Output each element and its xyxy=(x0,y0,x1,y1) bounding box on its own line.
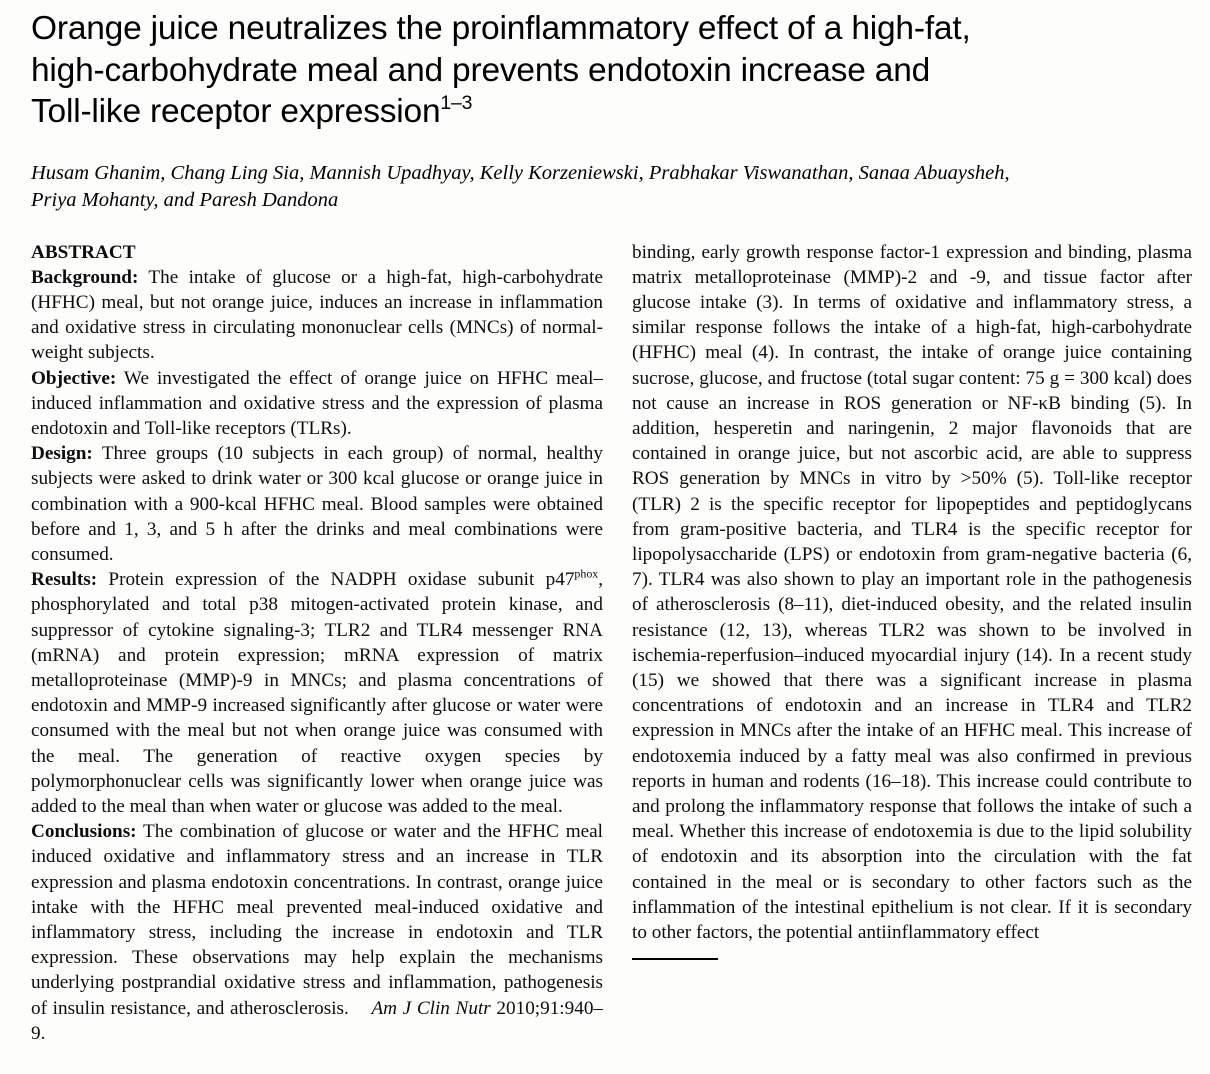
conclusions-text: The combination of glucose or water and the HFHC meal induced oxidative and inflammatory stress and an increase in TLR expression and plasma endotoxin concentrations. In contrast, orange juice intake with the HFHC meal prevented meal-induced oxidative and inflammatory stress, including the increase in endotoxin and TLR expression. These observations may help explain the mechanisms underlying postprandial oxidative stress and inflammation, pathogenesis of insulin resistance, and atherosclerosis. xyxy=(31,821,603,1019)
background-label: Background: xyxy=(31,266,139,288)
abstract-design-paragraph xyxy=(31,441,603,567)
results-text-after-superscript: , phosphorylated and total p38 mitogen-activated protein kinase, and suppressor of cytokine signaling-3; TLR2 and TLR4 messenger RNA (mRNA) and protein expression; mRNA expression of matrix metalloproteinase (MMP)-9 in MNCs; and plasma concentrations of endotoxin and MMP-9 increased significantly after glucose or water were consumed with the meal but not when orange juice was consumed with the meal. The generation of reactive oxygen species by polymorphonuclear cells was significantly lower when orange juice was added to the meal than when water or glucose was added to the meal. xyxy=(31,569,603,817)
abstract-results-paragraph xyxy=(31,567,603,819)
title-line-2: high-carbohydrate meal and prevents endotoxin increase and xyxy=(31,51,931,89)
objective-label: Objective: xyxy=(31,367,117,389)
abstract-background-paragraph xyxy=(31,265,603,366)
results-text-before-superscript: Protein expression of the NADPH oxidase subunit p47 xyxy=(108,569,575,591)
abstract-conclusions-paragraph xyxy=(31,819,603,1046)
author-list xyxy=(31,160,1192,215)
introduction-paragraph: binding, early growth response factor-1 expression and binding, plasma matrix metalloproteinase (MMP)-2 and -9, and tissue factor after glucose intake (3). In terms of oxidative and inflammatory stress, a similar response follows the intake of a high-fat, high-carbohydrate (HFHC) meal (4). In contrast, the intake of orange juice containing sucrose, glucose, and fructose (total sugar content: 75 g = 300 kcal) does not cause an increase in ROS generation or NF-κB binding (5). In addition, hesperetin and naringenin, 2 major flavonoids that are contained in orange juice, but not ascorbic acid, are able to suppress ROS generation by MNCs in vitro by >50% (5). Toll-like receptor (TLR) 2 is the specific receptor for lipopeptides and peptidoglycans from gram-positive bacteria, and TLR4 is the specific receptor for lipopolysaccharide (LPS) or endotoxin from gram-negative bacteria (6, 7). TLR4 was also shown to play an important role in the pathogenesis of atherosclerosis (8–11), diet-induced obesity, and the related insulin resistance (12, 13), whereas TLR2 was shown to be involved in ischemia-reperfusion–induced myocardial injury (14). In a recent study (15) we showed that there was a significant increase in plasma concentrations of endotoxin and an increase in TLR4 and TLR2 expression in MNCs after the intake of an HFHC meal. This increase of endotoxemia induced by a fatty meal was also confirmed in previous reports in human and rodents (16–18). This increase could contribute to and prolong the inflammatory response that follows the intake of such a meal. Whether this increase of endotoxemia is due to the lipid solubility of endotoxin and its absorption into the circulation with the fat contained in the meal or is secondary to other factors such as the inflammation of the intestinal epithelium is not clear. If it is secondary to other factors, the potential antiinflammatory effect xyxy=(632,241,1192,943)
author-list-line-2: Priya Mohanty, and Paresh Dandona xyxy=(31,189,339,211)
author-list-line-1: Husam Ghanim, Chang Ling Sia, Mannish Upadhyay, Kelly Korzeniewski, Prabhakar Viswanathan, Sanaa Abuaysheh, xyxy=(31,161,1010,184)
background-text: The intake of glucose or a high-fat, high-carbohydrate (HFHC) meal, but not orange juice, induces an increase in inflammation and oxidative stress in circulating mononuclear cells (MNCs) of normal-weight subjects. xyxy=(31,266,603,364)
journal-citation: 2010;91:940–9. xyxy=(31,997,604,1044)
abstract-heading: ABSTRACT xyxy=(31,241,136,263)
results-phox-superscript: phox xyxy=(574,566,599,581)
footnote-divider xyxy=(632,958,718,960)
design-label: Design: xyxy=(31,443,93,465)
two-column-body xyxy=(31,240,1192,1047)
page-title xyxy=(31,8,1192,133)
title-line-1: Orange juice neutralizes the proinflammatory effect of a high-fat, xyxy=(31,10,971,47)
results-label: Results: xyxy=(31,569,98,591)
abstract-column xyxy=(31,240,603,1047)
conclusions-label: Conclusions: xyxy=(31,821,137,843)
introduction-column xyxy=(632,240,1192,1047)
title-footnote-superscript: 1–3 xyxy=(440,92,473,114)
abstract-objective-paragraph xyxy=(31,366,603,442)
title-line-3-text: Toll-like receptor expression xyxy=(31,93,441,130)
journal-name: Am J Clin Nutr xyxy=(371,997,491,1019)
objective-text: We investigated the effect of orange juice on HFHC meal–induced inflammation and oxidative stress and the expression of plasma endotoxin and Toll-like receptors (TLRs). xyxy=(31,367,603,439)
design-text: Three groups (10 subjects in each group) of normal, healthy subjects were asked to drink water or 300 kcal glucose or orange juice in combination with a 900-kcal HFHC meal. Blood samples were obtained before and 1, 3, and 5 h after the drinks and meal combinations were consumed. xyxy=(31,443,603,565)
title-line-3 xyxy=(31,91,1192,133)
